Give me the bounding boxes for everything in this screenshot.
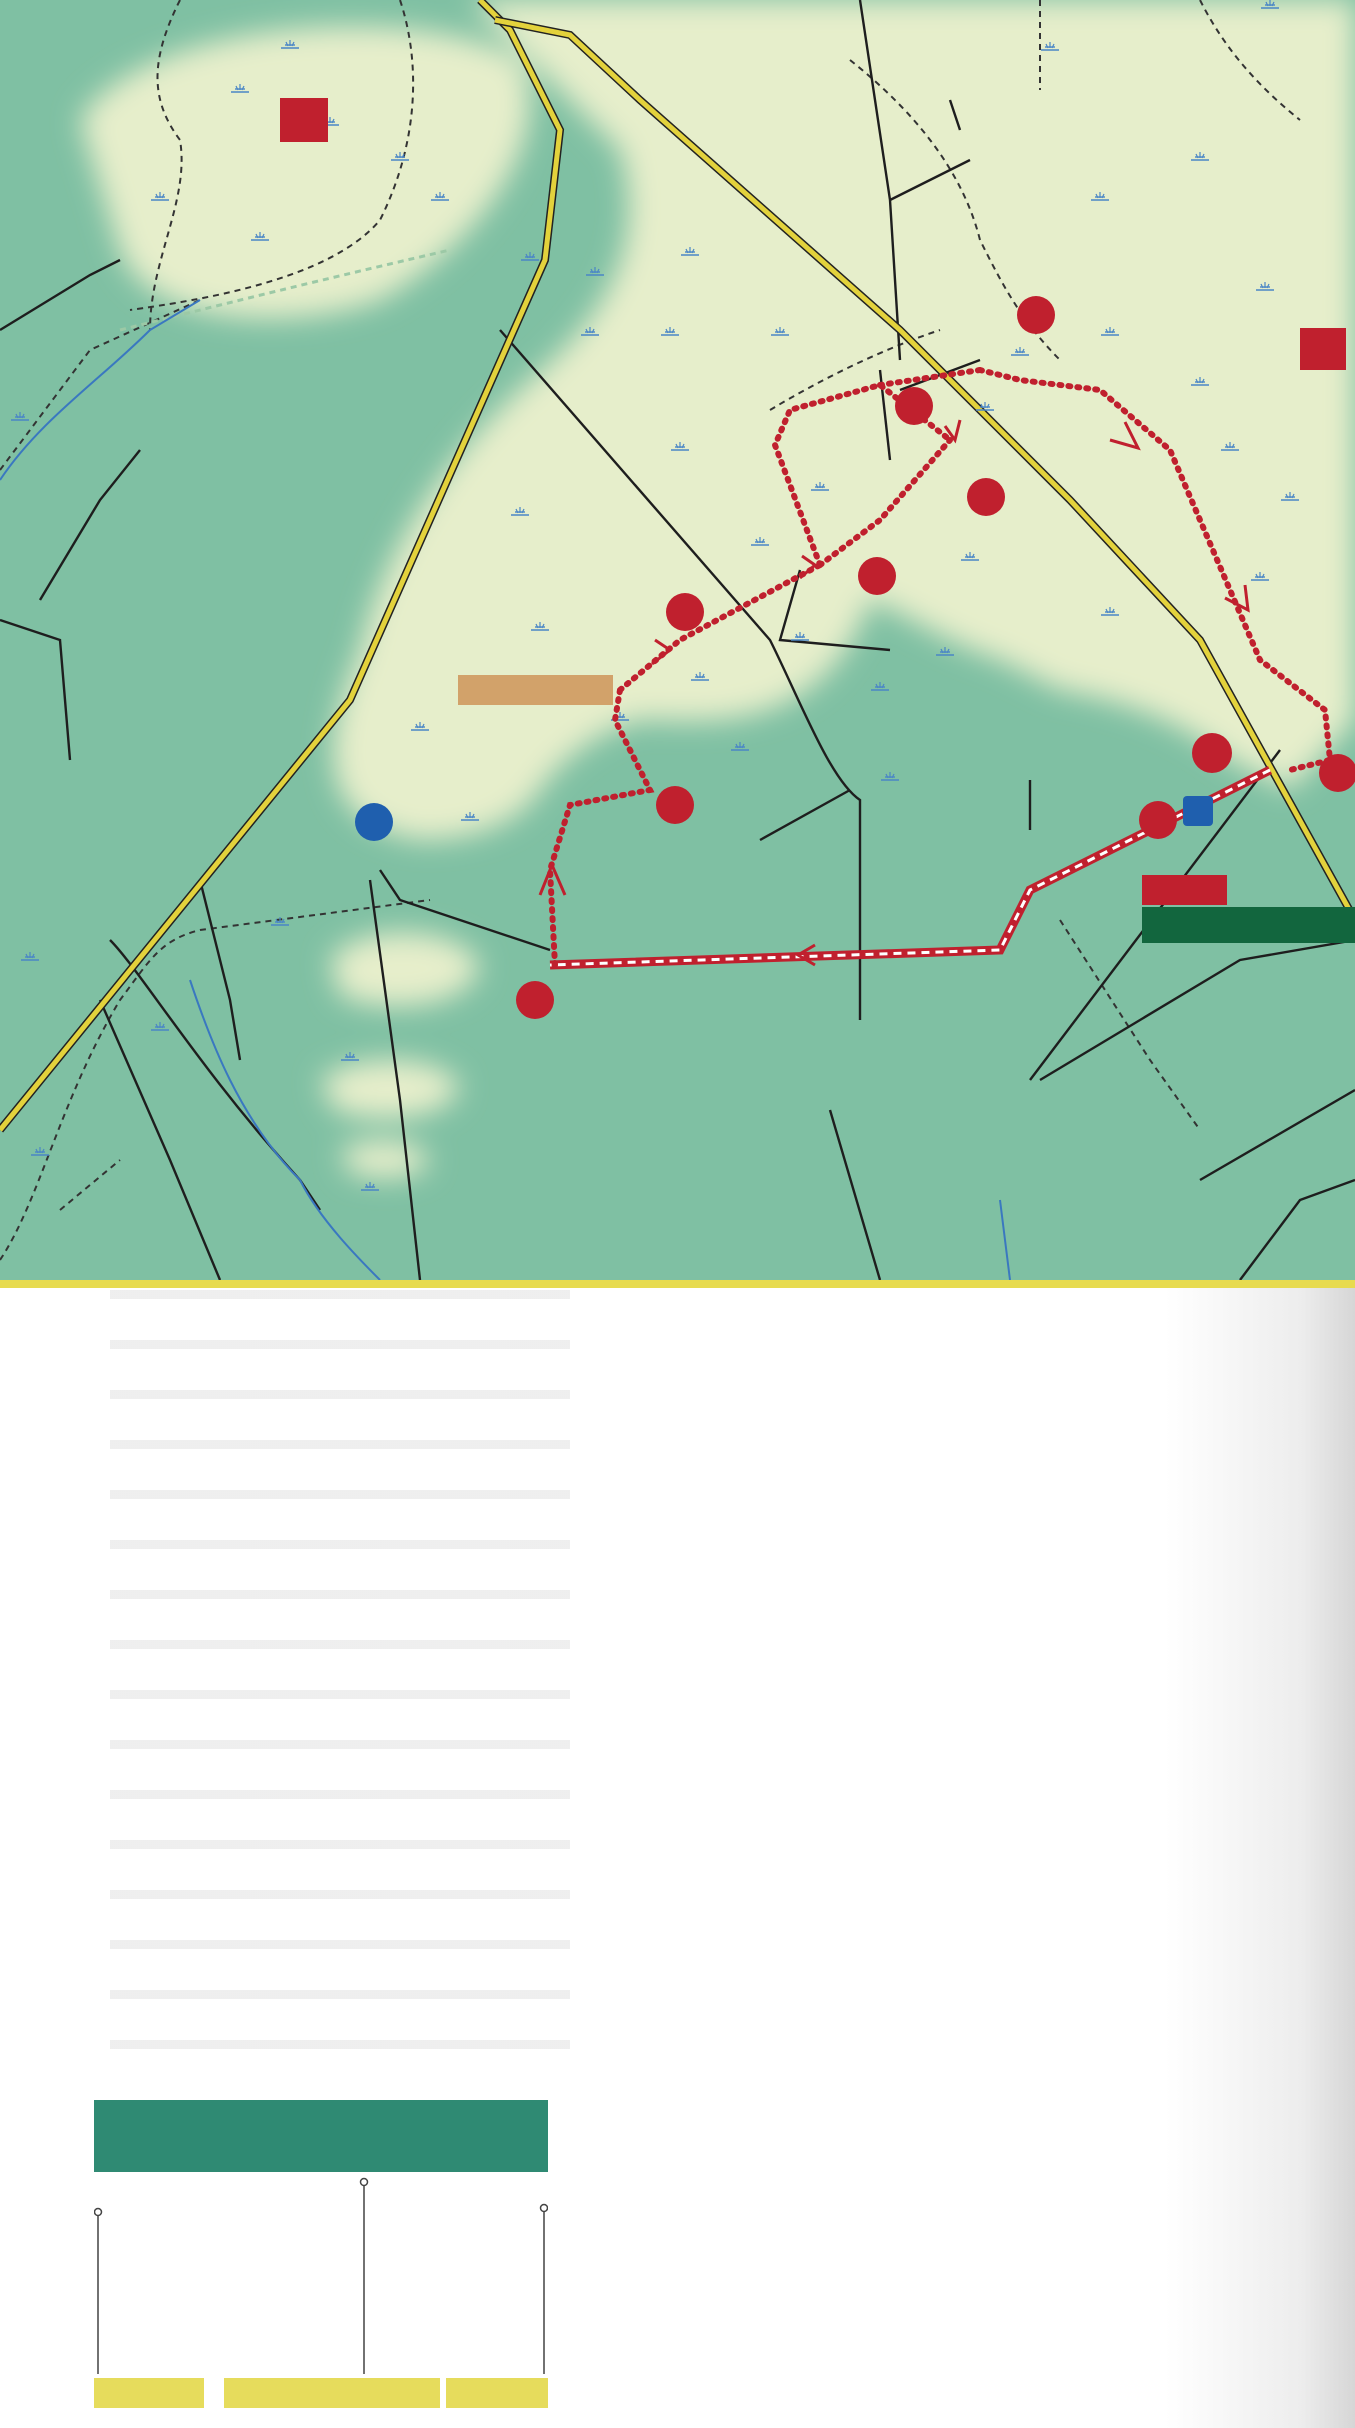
- map-bottom-band: [0, 1280, 1355, 1288]
- right-marker-dot: [541, 2205, 548, 2212]
- left-marker-dot: [95, 2209, 102, 2216]
- knuppelpad-sign: [458, 675, 613, 705]
- waypoint-1: [1139, 801, 1177, 839]
- profile-chart: [94, 2172, 548, 2410]
- waypoint-3: [656, 786, 694, 824]
- start-sign: [1142, 875, 1227, 905]
- waypoint-2: [516, 981, 554, 1019]
- parking-marker: [1183, 796, 1213, 826]
- road-76-marker: [355, 803, 393, 841]
- waypoint-4: [666, 593, 704, 631]
- mid-marker-dot: [361, 2179, 368, 2186]
- label-box-signal: [224, 2378, 440, 2408]
- marker-b: [280, 98, 328, 142]
- waypoint-7: [895, 387, 933, 425]
- marker-c: [1300, 328, 1346, 370]
- profile-header: [94, 2100, 548, 2172]
- waypoint-10: [1192, 733, 1232, 773]
- natuurpark-sign: [1142, 907, 1355, 943]
- waypoint-8: [1017, 296, 1055, 334]
- elevation-profile: [94, 2100, 548, 2410]
- bleed-through-text: [110, 1290, 570, 2070]
- label-box-end: [446, 2378, 548, 2408]
- label-box-start: [94, 2378, 204, 2408]
- waypoint-5: [858, 557, 896, 595]
- waypoint-6: [967, 478, 1005, 516]
